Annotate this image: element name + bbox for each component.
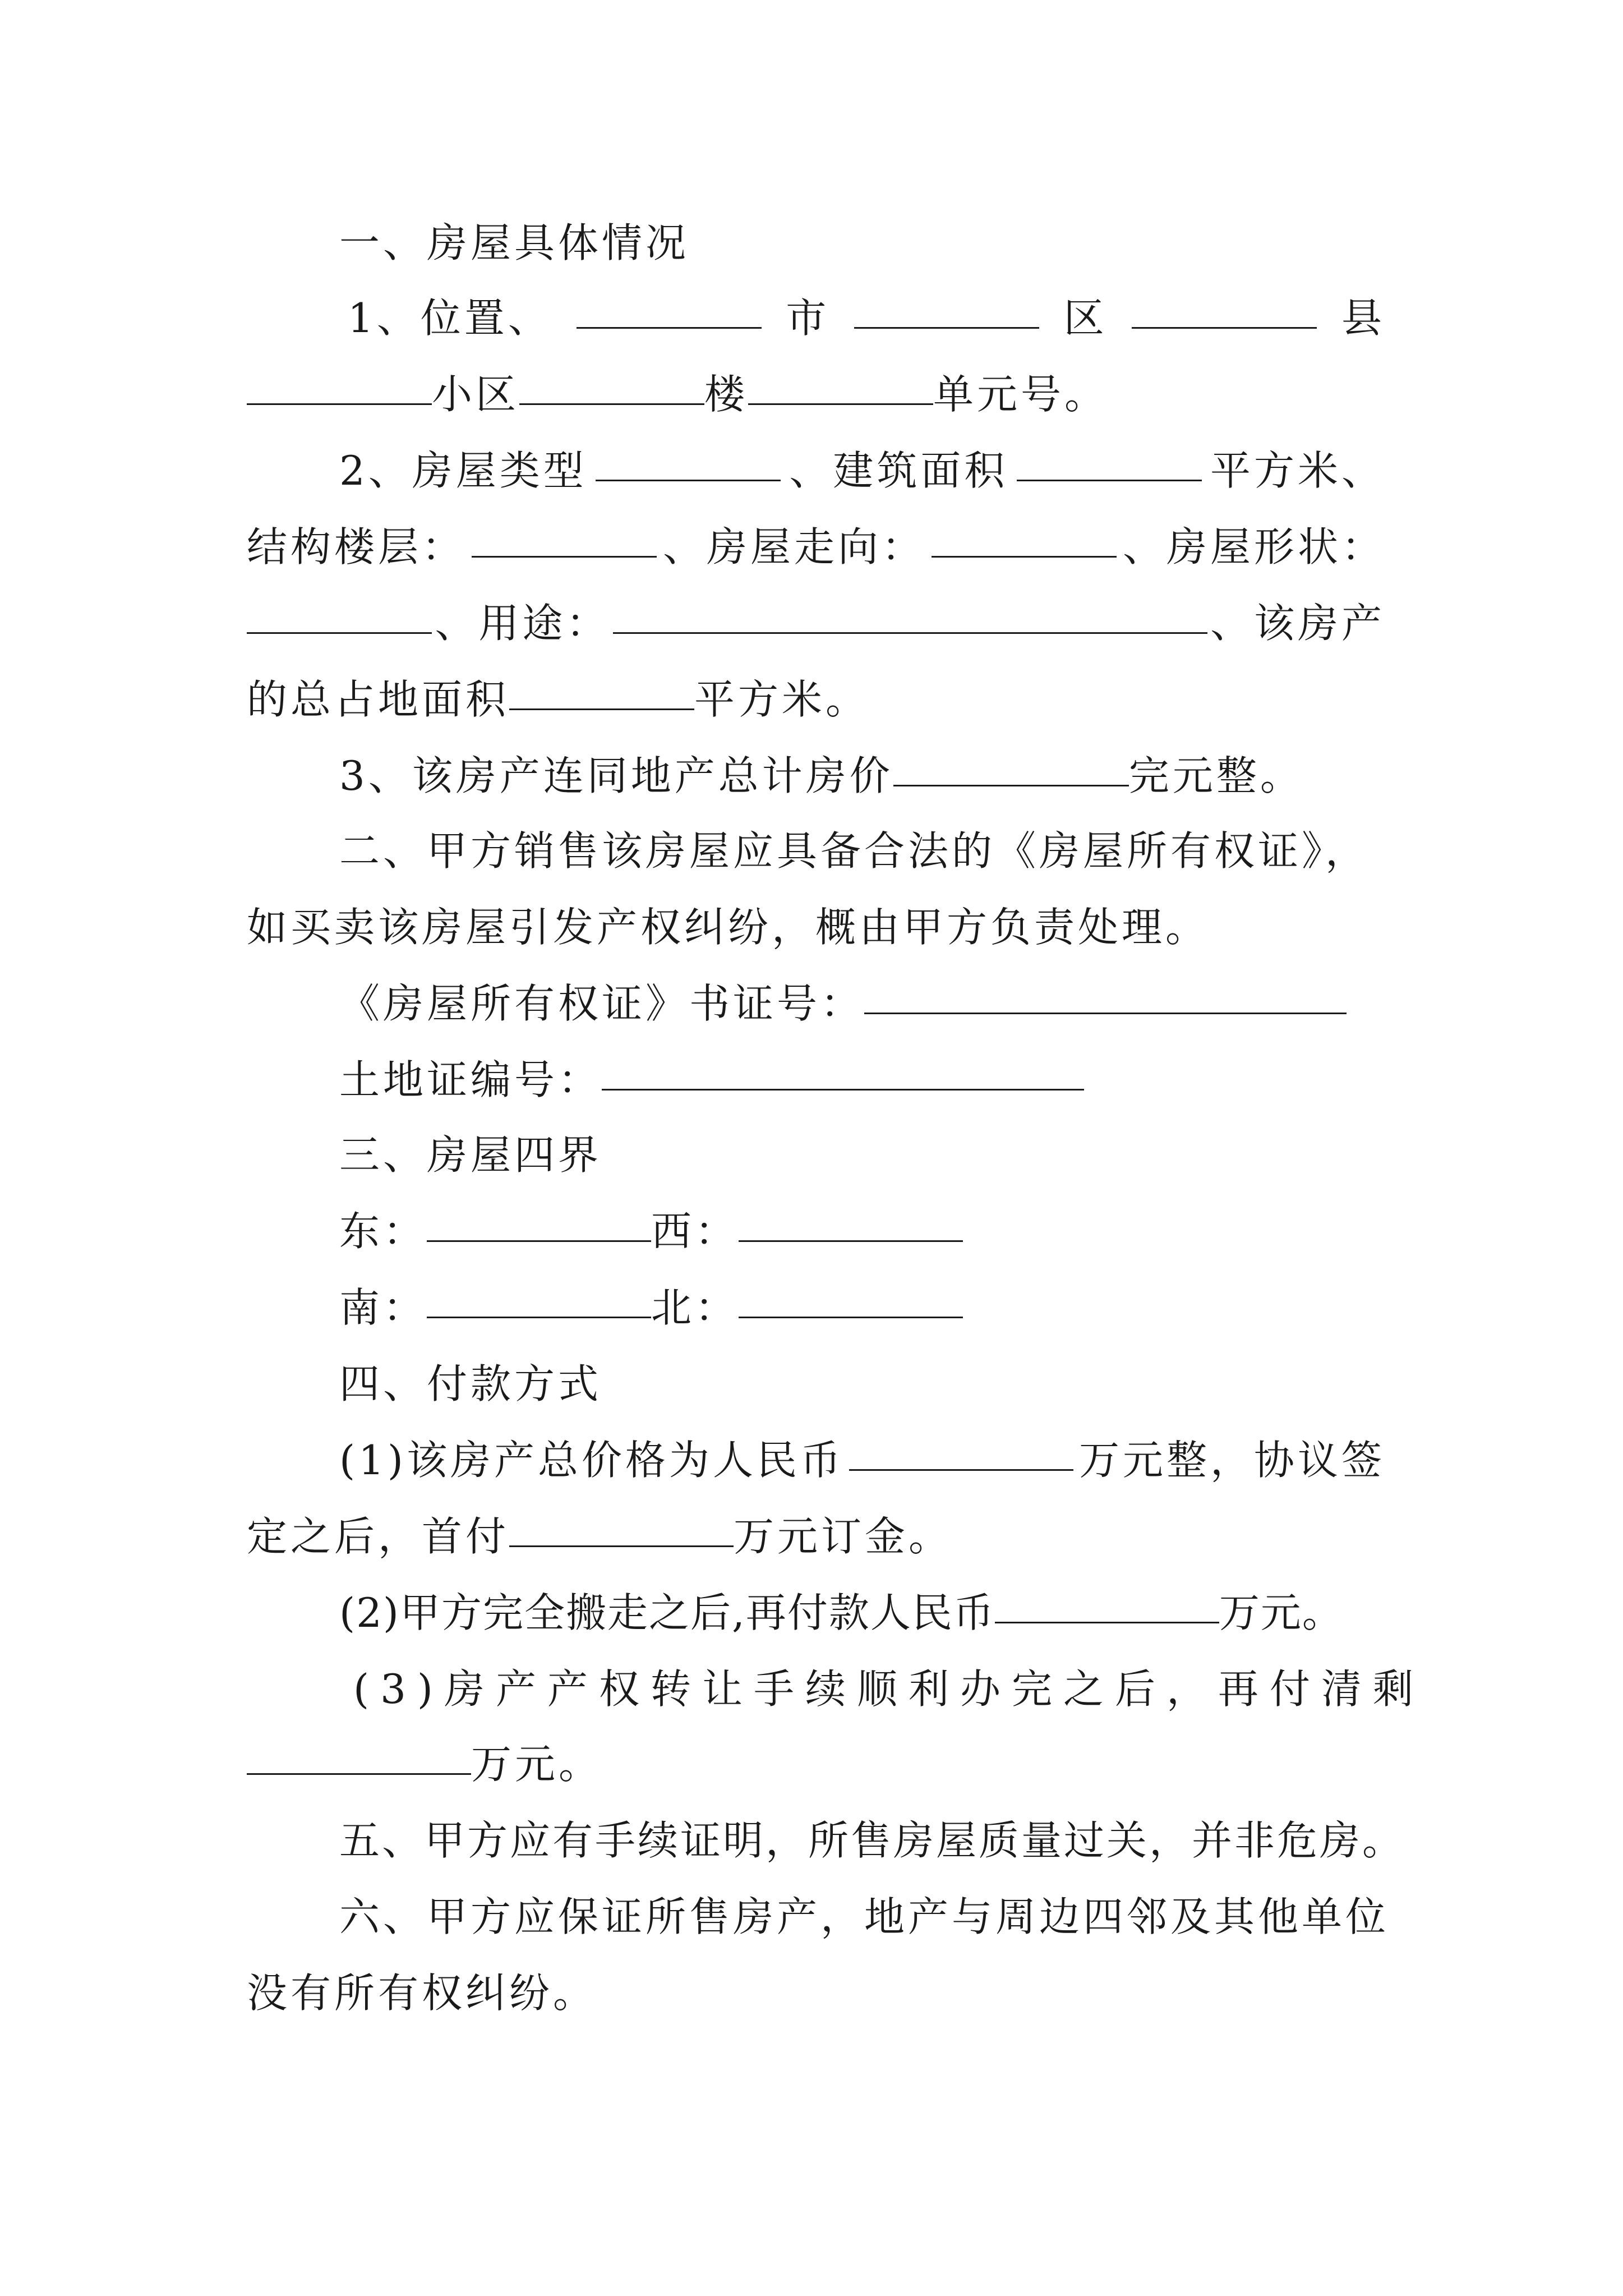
blank-orientation [932,516,1117,558]
blank-deposit [509,1505,734,1547]
item-1-line-1: 1、位置、 市 区 县 [348,287,1385,349]
payment-1-line-1: (1)该房产总价格为人民币 万元整，协议签 [339,1429,1385,1491]
blank-south [427,1276,651,1318]
item-3: 3、该房产连同地产总计房价 完元整。 [339,745,1408,807]
payment-3-line-1: (3)房产产权转让手续顺利办完之后，再付清剩 [353,1665,1424,1713]
blank-county [247,363,432,405]
payment-2: (2)甲方完全搬走之后,再付款人民币 万元。 [339,1582,1408,1644]
item-2-line-3: 、用途： 、该房产 [247,592,1385,654]
blank-house-type [596,439,781,481]
blank-east [427,1200,651,1242]
blank-community [519,363,704,405]
section-3-title: 三、房屋四界 [339,1131,602,1179]
certificate-number-line: 《房屋所有权证》书证号： [339,973,1385,1034]
blank-province [577,287,762,329]
blank-shape [247,592,432,634]
blank-west [739,1200,963,1242]
section-6-line-1: 六、甲方应保证所售房产，地产与周边四邻及其他单位 [339,1893,1390,1940]
blank-total-price [893,744,1129,786]
blank-north [739,1276,963,1318]
section-2-line-1: 二、甲方销售该房屋应具备合法的《房屋所有权证》， [339,827,1370,875]
section-2-line-2: 如买卖该房屋引发产权纠纷，概由甲方负责处理。 [247,904,1210,951]
blank-building [748,363,933,405]
payment-1-line-2: 定之后，首付 万元订金。 [247,1506,1385,1567]
blank-floor [472,516,657,558]
blank-city [854,287,1039,329]
item-1-line-2: 小区 楼 单元号。 [247,364,1385,425]
blank-usage [613,592,1207,634]
item-2-line-2: 结构楼层： 、房屋走向： 、房屋形状： [247,516,1385,578]
blank-total-amount [849,1429,1073,1471]
blank-land-certificate [602,1048,1084,1091]
blank-land-area [509,668,694,710]
payment-3-line-2: 万元。 [247,1733,1385,1795]
blank-final-payment [247,1733,471,1775]
section-6-line-2: 没有所有权纠纷。 [247,1970,597,2017]
land-certificate-line: 土地证编号： [339,1049,1385,1111]
blank-second-payment [995,1581,1219,1623]
section-1-title: 一、房屋具体情况 [339,219,690,266]
section-5: 五、甲方应有手续证明，所售房屋质量过关，并非危房。 [339,1817,1405,1864]
item-2-line-1: 2、房屋类型 、建筑面积 平方米、 [339,440,1385,501]
item-2-line-4: 的总占地面积 平方米。 [247,669,1385,730]
blank-building-area [1017,439,1202,481]
boundary-south-north: 南： 北： [339,1277,1385,1338]
blank-district [1132,287,1317,329]
boundary-east-west: 东： 西： [339,1200,1385,1262]
section-4-title: 四、付款方式 [339,1360,602,1407]
blank-certificate-number [864,972,1347,1014]
